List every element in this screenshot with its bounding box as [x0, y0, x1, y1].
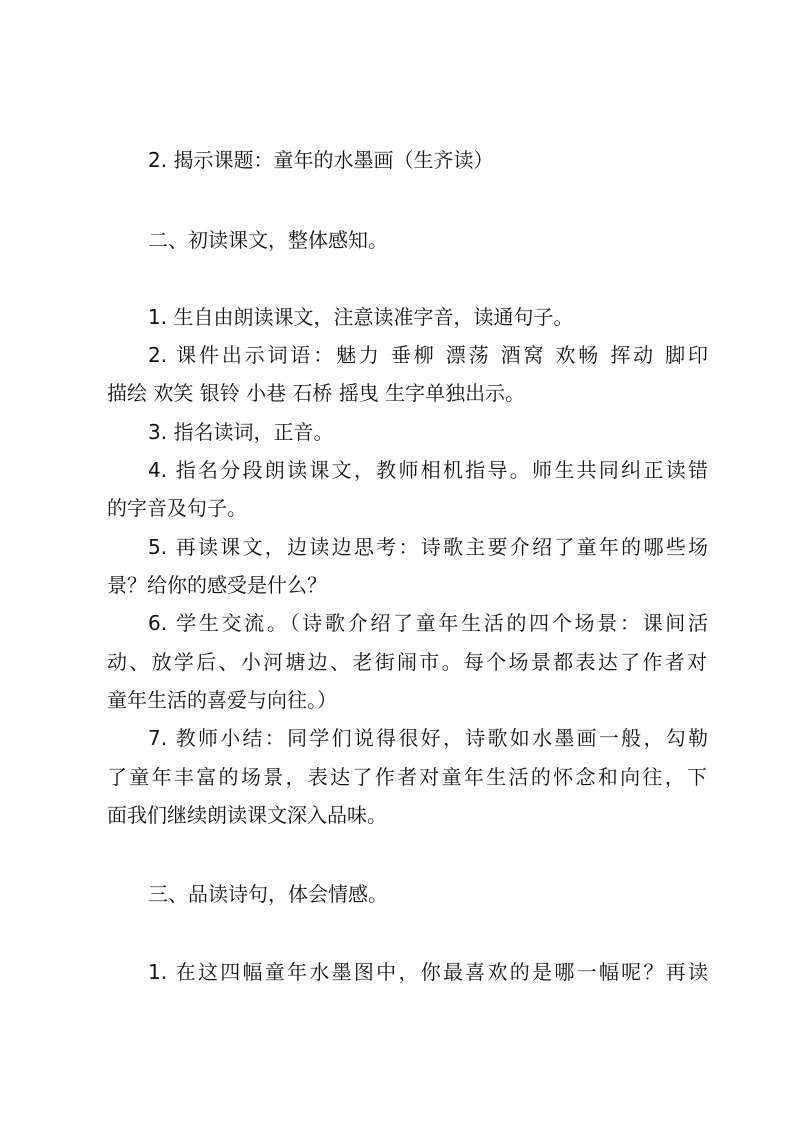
step-section-reading: 4. 指名分段朗读课文，教师相机指导。师生共同纠正读错 [148, 458, 708, 482]
step-student-exchange: 6. 学生交流。（诗歌介绍了童年生活的四个场景：课间活 [148, 611, 708, 635]
step-reveal-title: 2. 揭示课题：童年的水墨画（生齐读） [148, 148, 494, 172]
step-vocabulary: 2. 课件出示词语：魅力 垂柳 漂荡 酒窝 欢畅 挥动 脚印 [148, 343, 708, 367]
section-heading-appreciation: 三、品读诗句，体会情感。 [148, 882, 388, 906]
section-heading-first-reading: 二、初读课文，整体感知。 [148, 228, 388, 252]
teacher-summary-line-2: 了童年丰富的场景，表达了作者对童年生活的怀念和向往，下 [107, 765, 707, 789]
section-reading-continued: 的字音及句子。 [107, 496, 247, 520]
step-reread-question: 5. 再读课文，边读边思考：诗歌主要介绍了童年的哪些场 [148, 535, 708, 559]
reread-question-continued: 景？给你的感受是什么？ [107, 573, 327, 597]
vocabulary-continued: 描绘 欢笑 银铃 小巷 石桥 摇曳 生字单独出示。 [107, 381, 526, 405]
step-free-reading: 1. 生自由朗读课文，注意读准字音，读通句子。 [148, 305, 574, 329]
student-exchange-line-2: 动、放学后、小河塘边、老街闹市。每个场景都表达了作者对 [107, 650, 707, 674]
teacher-summary-line-3: 面我们继续朗读课文深入品味。 [107, 803, 387, 827]
step-teacher-summary: 7. 教师小结：同学们说得很好，诗歌如水墨画一般，勾勒 [148, 726, 708, 750]
student-exchange-line-3: 童年生活的喜爱与向往。） [107, 688, 337, 712]
step-favorite-picture: 1. 在这四幅童年水墨图中，你最喜欢的是哪一幅呢？再读 [148, 960, 708, 984]
step-word-reading: 3. 指名读词，正音。 [148, 420, 334, 444]
